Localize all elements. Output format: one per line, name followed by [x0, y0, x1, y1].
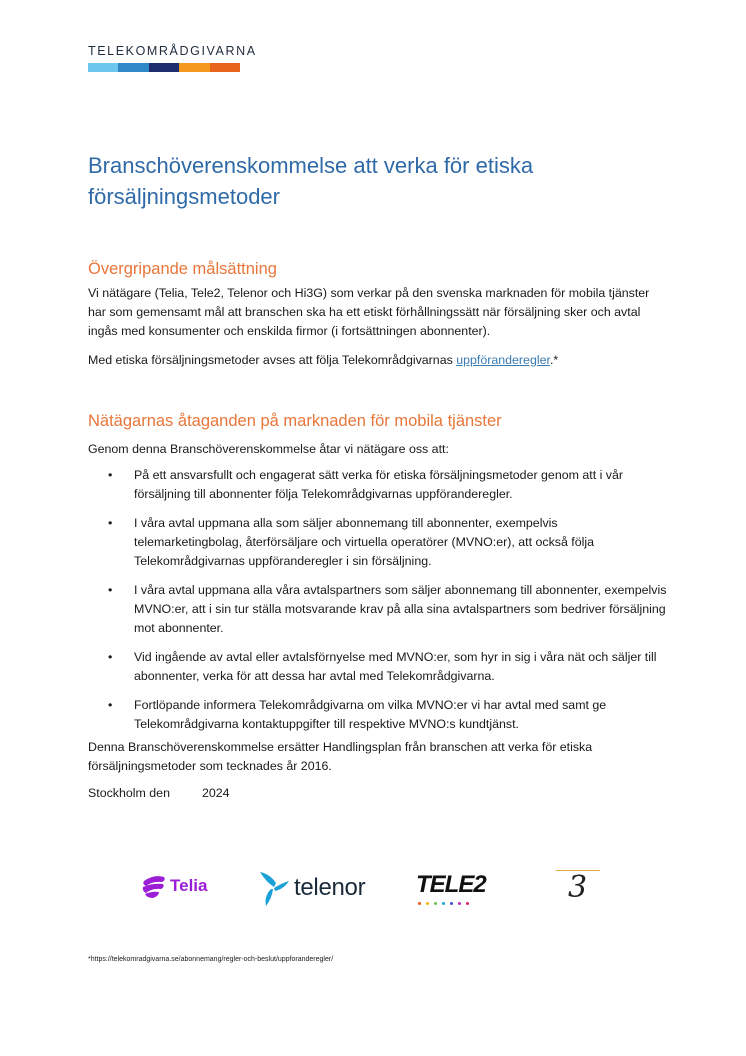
- footnote: *https://telekomradgivarna.se/abonnemang/regler-och-beslut/uppforanderegler/: [88, 956, 334, 963]
- brand-name: TELEKOMRÅDGIVARNA: [88, 44, 257, 58]
- tele2-wordmark: TELE2: [416, 871, 486, 898]
- stripe-segment: [88, 63, 118, 72]
- list-item: [108, 581, 668, 638]
- commitments-list: [108, 466, 668, 744]
- list-item: [108, 648, 668, 686]
- brand-color-stripe: [88, 63, 240, 72]
- bullet: •: [108, 698, 113, 712]
- list-item: [108, 466, 668, 504]
- ethics-suffix: .*: [549, 353, 559, 367]
- stripe-segment: [118, 63, 148, 72]
- year-text: 2024: [201, 786, 230, 800]
- telenor-wordmark: telenor: [294, 874, 366, 901]
- list-item-text: Vid ingående av avtal eller avtalsförnyelse med MVNO:er, som hyr in sig i våra nät och säljer till abonnenter, verka för att dessa har avtal med Telekområdgivarna.: [134, 650, 657, 683]
- bullet: •: [108, 650, 113, 664]
- three-logo: [556, 870, 600, 910]
- title-line: försäljningsmetoder: [88, 184, 280, 209]
- rules-link[interactable]: uppföranderegler: [456, 353, 550, 367]
- bullet: •: [108, 468, 113, 482]
- stripe-segment: [210, 63, 240, 72]
- document-title: [88, 150, 648, 212]
- stripe-segment: [149, 63, 179, 72]
- telenor-logo: [256, 868, 365, 908]
- section-heading-commitments: Nätägarnas åtaganden på marknaden för mobila tjänster: [88, 412, 502, 430]
- list-item-text: I våra avtal uppmana alla våra avtalspartners som säljer abonnemang till abonnenter, exempelvis MVNO:er, att i sin tur ställa motsvarande krav på alla sina avtalspartners som bedriver försäljning mot abonnenter.: [134, 583, 667, 635]
- tele2-logo: [416, 871, 486, 912]
- list-item: [108, 696, 668, 734]
- tele2-dots: [416, 902, 478, 905]
- place-text: Stockholm den: [88, 786, 170, 800]
- telia-logo: [140, 870, 207, 902]
- ethics-text: Med etiska försäljningsmetoder avses att följa Telekområdgivarnas: [88, 353, 457, 367]
- telia-pebble-icon: [140, 872, 168, 900]
- list-item-text: På ett ansvarsfullt och engagerat sätt verka för etiska försäljningsmetoder genom att i vår försäljning till abonnenter följa Telekområdgivarnas uppföranderegler.: [134, 468, 623, 501]
- title-line: Branschöverenskommelse att verka för etiska: [88, 153, 534, 178]
- list-item-text: I våra avtal uppmana alla som säljer abonnemang till abonnenter, exempelvis telemarketingbolag, återförsäljare och virtuella operatörer (MVNO:er), att också följa Telekområdgivarnas uppföranderegler i sin försäljning.: [134, 516, 595, 568]
- ethics-paragraph: [88, 351, 658, 370]
- bullet: •: [108, 516, 113, 530]
- list-item-text: Fortlöpande informera Telekområdgivarna om vilka MVNO:er vi har avtal med samt ge Telekområdgivarna kontaktuppgifter till respektive MVNO:s kundtjänst.: [134, 698, 607, 731]
- closing-paragraph: Denna Branschöverenskommelse ersätter Handlingsplan från branschen att verka för etiska försäljningsmetoder som tecknades år 2016.: [88, 740, 593, 773]
- telia-wordmark: Telia: [170, 876, 208, 895]
- three-wordmark: 3: [568, 870, 588, 905]
- list-item: [108, 514, 668, 571]
- bullet: •: [108, 583, 113, 597]
- commitments-intro: Genom denna Branschöverenskommelse åtar vi nätägare oss att:: [88, 442, 449, 456]
- telenor-propeller-icon: [256, 868, 292, 908]
- section-heading-goal: Övergripande målsättning: [88, 260, 277, 278]
- stripe-segment: [179, 63, 209, 72]
- goal-paragraph: Vi nätägare (Telia, Tele2, Telenor och Hi3G) som verkar på den svenska marknaden för mobila tjänster har som gemensamt mål att branschen ska ha ett etiskt förhållningssätt när försäljning sker och avtal ingås med konsumenter och enskilda firmor (i fortsättningen abonnenter).: [88, 286, 650, 338]
- signature-line: [88, 784, 658, 803]
